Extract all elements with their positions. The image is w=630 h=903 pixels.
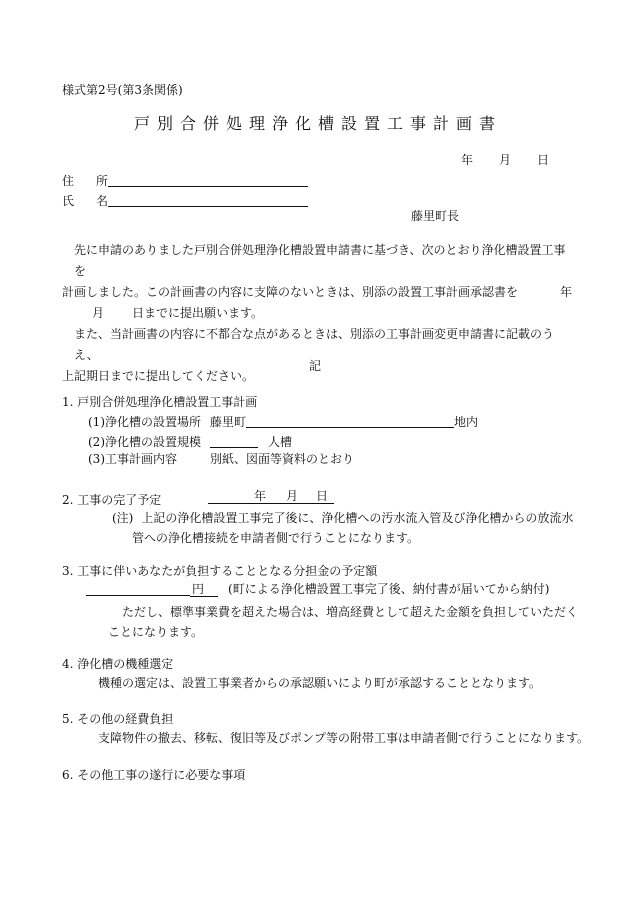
intro-p1-line-3 <box>62 303 572 324</box>
address-label-char-1: 住 <box>62 174 75 188</box>
name-label-char-2: 名 <box>95 194 108 208</box>
date-day-label: 日 <box>537 153 550 167</box>
section-2-title: 2. 工事の完了予定 <box>62 493 162 507</box>
address-line[interactable] <box>108 172 308 187</box>
date-line <box>461 154 549 166</box>
section-4-body: 機種の選定は、設置工事業者からの承認願いにより町が承認することとなります。 <box>98 676 542 690</box>
s3-note-line-1: ただし、標準事業費を超えた場合は、増高経費として超えた金額を負担していただく <box>122 605 579 619</box>
location-input-line[interactable] <box>246 414 454 428</box>
address-label-char-2: 所 <box>95 174 108 188</box>
name-label <box>62 195 108 207</box>
section-2 <box>62 490 334 506</box>
intro-p1-line-3b: 日までに提出願います。 <box>132 306 264 320</box>
s1-item1-label: (1)浄化槽の設置場所 <box>88 415 201 429</box>
document-title: 戸別合併処理浄化槽設置工事計画書 <box>133 114 502 133</box>
s1-item-3 <box>88 453 354 465</box>
section-5-body: 支障物件の撤去、移転、復旧等及びポンプ等の附帯工事は申請者側で行うことになります。 <box>98 731 590 745</box>
s2-day-label: 日 <box>316 489 329 503</box>
s2-note-line-2: 管への浄化槽接続を申請者側で行うことになります。 <box>132 531 420 545</box>
s3-note <box>108 602 578 642</box>
s2-note-label: (注) <box>112 511 134 525</box>
name-line[interactable] <box>108 192 308 207</box>
s2-year-label: 年 <box>254 489 267 503</box>
capacity-input-line[interactable] <box>210 434 258 448</box>
s3-note-line-2: ことになります。 <box>108 625 204 639</box>
s1-item1-suffix: 地内 <box>454 415 479 429</box>
completion-date-field[interactable] <box>208 490 334 504</box>
name-label-char-1: 氏 <box>62 194 75 208</box>
section-1-title: 1. 戸別合併処理浄化槽設置工事計画 <box>62 395 258 409</box>
s1-item2-unit: 人槽 <box>268 435 293 449</box>
s1-item3-label: (3)工事計画内容 <box>88 452 177 466</box>
section-3-title: 3. 工事に伴いあなたが負担することとなる分担金の予定額 <box>62 564 378 578</box>
date-month-label: 月 <box>499 153 512 167</box>
form-number: 様式第2号(第3条関係) <box>62 83 183 97</box>
address-field[interactable] <box>62 172 308 187</box>
intro-p1-line-2b: 年 <box>559 285 572 299</box>
s3-amount-row <box>86 582 549 596</box>
s1-item3-value: 別紙、図面等資料のとおり <box>210 452 355 466</box>
s1-item1-prefix: 藤里町 <box>210 415 247 429</box>
s1-item2-label: (2)浄化槽の設置規模 <box>88 435 201 449</box>
address-label <box>62 175 108 187</box>
s1-item-2 <box>88 434 292 448</box>
amount-input-line[interactable] <box>86 582 190 596</box>
s2-month-label: 月 <box>286 489 299 503</box>
intro-p1-line-3a: 月 <box>92 306 105 320</box>
s3-payment-note: (町による浄化槽設置工事完了後、納付書が届いてから納付) <box>228 582 550 596</box>
intro-p1-line-1: 先に申請のありました戸別合併処理浄化槽設置申請書に基づき、次のとおり浄化槽設置工事を <box>74 243 566 278</box>
s1-item-1 <box>88 414 478 428</box>
s2-note-line-1: 上記の浄化槽設置工事完了後に、浄化槽への汚水流入管及び浄化槽からの放流水 <box>141 511 574 525</box>
name-field[interactable] <box>62 192 308 207</box>
section-6-title: 6. その他工事の遂行に必要な事項 <box>62 768 246 782</box>
section-4-title: 4. 浄化槽の機種選定 <box>62 657 174 671</box>
s3-yen-label: 円 <box>190 582 218 597</box>
s2-note <box>112 508 573 548</box>
intro-p1-line-2 <box>62 282 572 303</box>
intro-p1-line-2a: 計画しました。この計画書の内容に支障のないときは、別添の設置工事計画承認書を <box>62 285 519 299</box>
intro-p2-line-2: 上記期日までに提出してください。 <box>62 369 255 383</box>
intro-p2-line-1: また、当計画書の内容に不都合な点があるときは、別添の工事計画変更申請書に記載のうえ、 <box>74 327 555 362</box>
addressee: 藤里町長 <box>411 209 460 223</box>
ki-heading: 記 <box>308 359 321 373</box>
section-5-title: 5. その他の経費負担 <box>62 712 174 726</box>
date-year-label: 年 <box>461 153 474 167</box>
